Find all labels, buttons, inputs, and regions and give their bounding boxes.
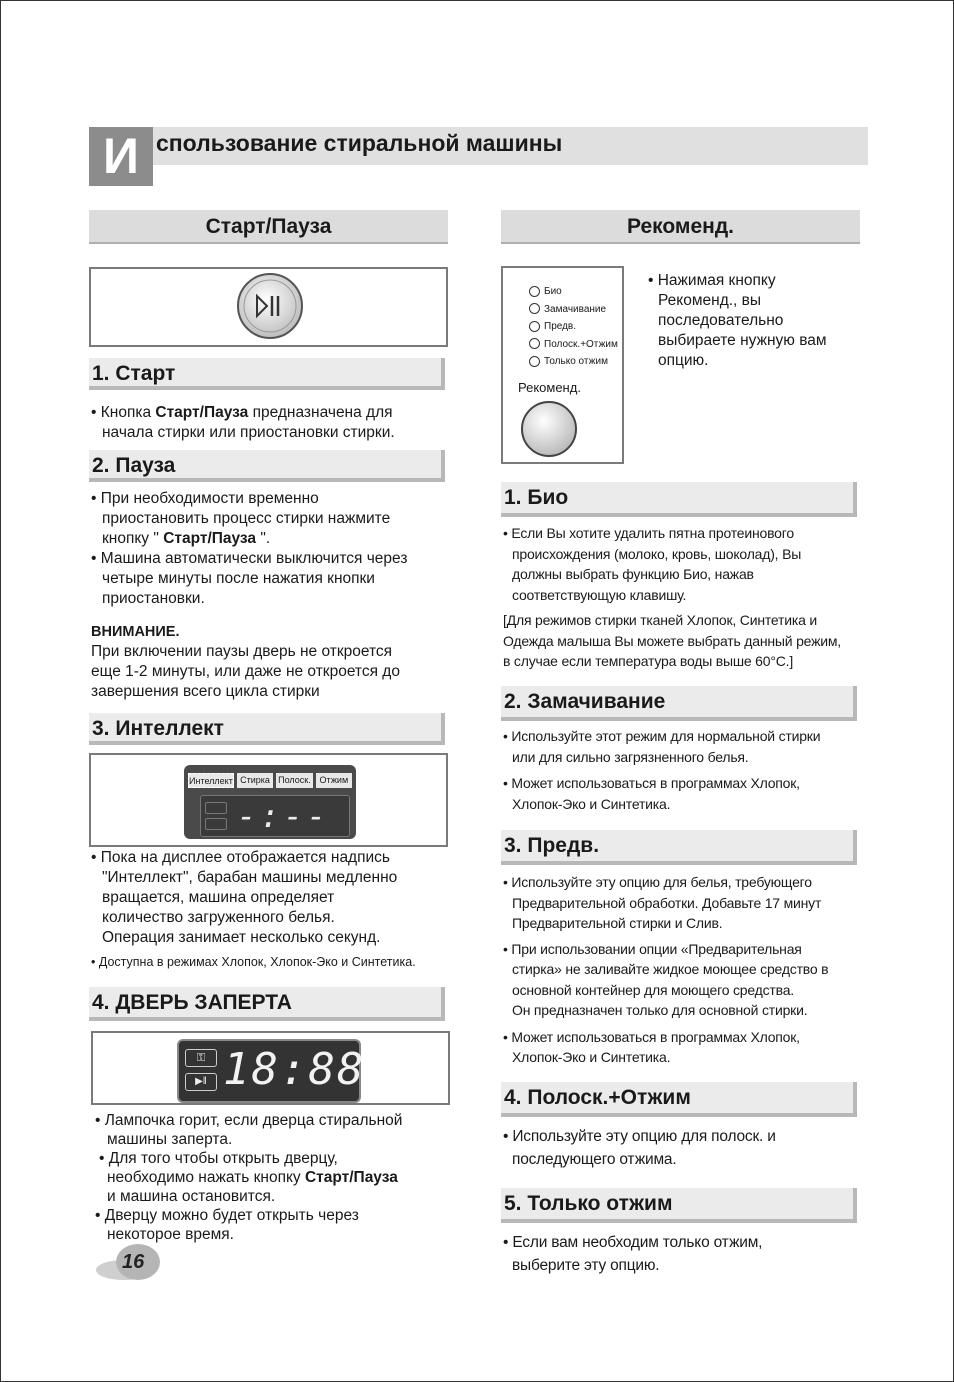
header-initial: И [89, 127, 153, 186]
play-indicator-icon [205, 818, 227, 830]
intellect-text: • Пока на дисплее отображается надпись "Интеллект", барабан машины медленно вращается, машина определяет количество загруженного белья. Операция занимает несколько секунд. [91, 849, 398, 946]
door-display [177, 1039, 366, 1103]
prewash-text: • Используйте эту опцию для белья, требующего Предварительной обработки. Добавьте 17 минут Предварительной стирки и Слив. • При использовании опции «Предварительная стирка» не заливайте жидкое моющее средство в основной контейнер для моющего средства. Он предназначен только для основной стирки. • Может использоваться в программах Хлопок, Хлопок-Эко и Синтетика. [503, 874, 829, 1065]
option-bio: Био [529, 283, 618, 301]
door-heading: 4. ДВЕРЬ ЗАПЕРТА [89, 987, 445, 1021]
recommend-intro: • Нажимая кнопку Рекоменд., вы последовательно выбираете нужную вам опцию. [648, 272, 827, 369]
page-number: 16 [122, 1251, 145, 1273]
intellect-note: • Доступна в режимах Хлопок, Хлопок-Эко и Синтетика. [91, 955, 416, 969]
recommend-button-label: Рекоменд. [518, 380, 581, 395]
door-text: • Лампочка горит, если дверца стиральной машины заперта. • Для того чтобы открыть дверцу, необходимо нажать кнопку Старт/Пауза и машина остановится. • Дверцу можно будет открыть через некоторое время. [95, 1112, 403, 1243]
panel-label-wash: Стирка [237, 773, 273, 788]
option-soak: Замачивание [529, 301, 618, 319]
bio-heading: 1. Био [501, 482, 857, 517]
spin-only-heading: 5. Только отжим [501, 1188, 857, 1223]
warning-block: ВНИМАНИЕ. При включении паузы дверь не откроется еще 1-2 минуты, или даже не откроется до завершения всего цикла стирки [91, 624, 400, 700]
pause-text: • При необходимости временно приостановить процесс стирки нажмите кнопку " Старт/Пауза ". • Машина автоматически выключится через четыре минуты после нажатия кнопки приостановки. [91, 490, 408, 607]
start-pause-panel [89, 267, 448, 347]
door-lcd-digits: 18:88 [223, 1044, 366, 1095]
recommend-button[interactable] [520, 400, 578, 458]
bio-text: • Если Вы хотите удалить пятна протеинового происхождения (молоко, кровь, шоколад), Вы должны выбрать функцию Био, нажав соответствующую клавишу. [503, 525, 802, 603]
panel-labels [188, 773, 352, 788]
intellect-display [184, 765, 356, 839]
option-rinse-spin: Полоск.+Отжим [529, 336, 618, 354]
spin-only-text: • Если вам необходим только отжим, выберите эту опцию. [503, 1234, 763, 1274]
page-number-badge [96, 1244, 162, 1282]
intellect-heading: 3. Интеллект [89, 713, 445, 745]
start-pause-button-icon[interactable] [91, 269, 446, 345]
start-heading: 1. Старт [89, 358, 445, 390]
section-start-pause-title: Старт/Пауза [89, 210, 448, 244]
rinse-spin-text: • Используйте эту опцию для полоск. и последующего отжима. [503, 1128, 776, 1168]
soak-heading: 2. Замачивание [501, 686, 857, 721]
section-recommend-title: Рекоменд. [501, 210, 860, 244]
lock-icon: ⚿ [185, 1049, 217, 1067]
lcd-digits: -:-- [237, 797, 331, 835]
option-spin-only: Только отжим [529, 353, 618, 371]
panel-label-intellect: Интеллект [188, 773, 234, 788]
play-pause-icon: ▶‖ [185, 1073, 217, 1091]
panel-label-rinse: Полоск. [276, 773, 312, 788]
pause-heading: 2. Пауза [89, 450, 445, 482]
door-panel [91, 1031, 450, 1105]
recommend-options [529, 283, 618, 371]
start-text: • Кнопка Старт/Пауза предназначена для начала стирки или приостановки стирки. [91, 404, 395, 441]
lock-indicator-icon [205, 802, 227, 814]
panel-label-spin: Отжим [316, 773, 352, 788]
soak-text: • Используйте этот режим для нормальной стирки или для сильно загрязненного белья. • Может использоваться в программах Хлопок, Хлопок-Эко и Синтетика. [503, 728, 821, 812]
lcd-screen [200, 795, 350, 837]
recommend-panel [501, 266, 624, 464]
prewash-heading: 3. Предв. [501, 830, 857, 865]
page-title: спользование стиральной машины [156, 130, 563, 156]
option-prewash: Предв. [529, 318, 618, 336]
rinse-spin-heading: 4. Полоск.+Отжим [501, 1082, 857, 1117]
bio-note: [Для режимов стирки тканей Хлопок, Синтетика и Одежда малыша Вы можете выбрать данный режим, в случае если температура воды выше 60°С.] [503, 612, 841, 669]
intellect-panel [89, 753, 448, 847]
